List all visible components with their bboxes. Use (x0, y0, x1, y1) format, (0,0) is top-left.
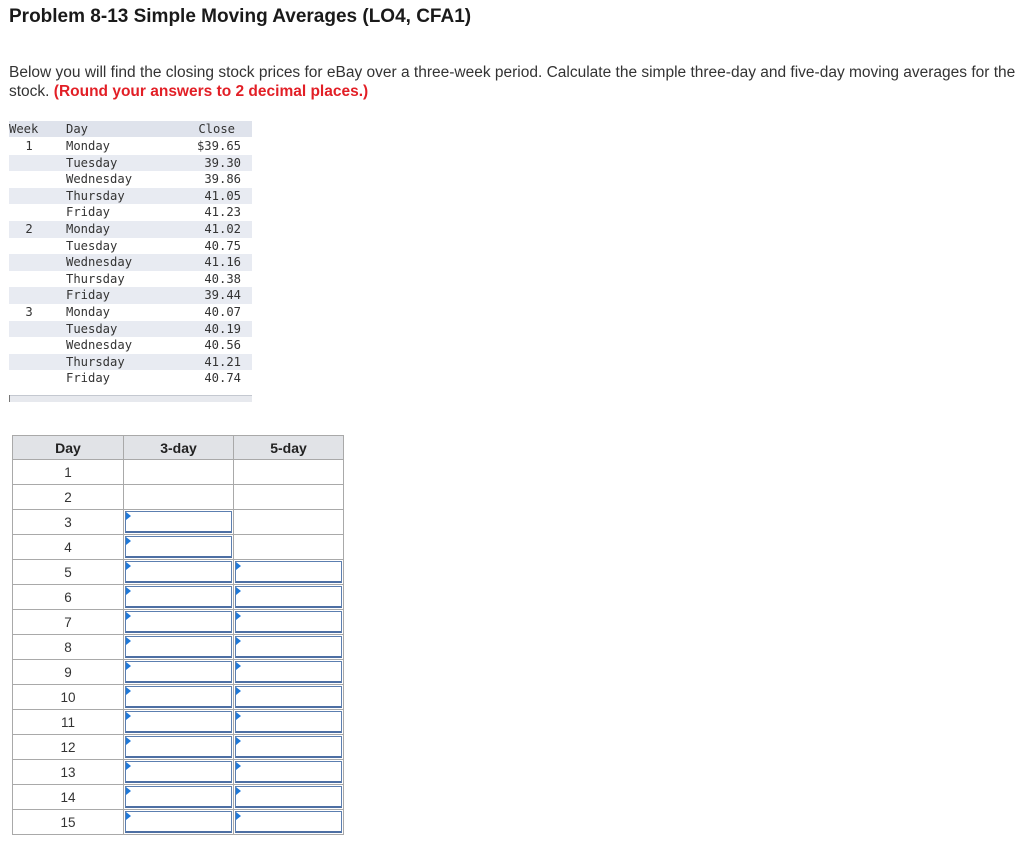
day-cell: Friday (66, 205, 111, 220)
answer-row (13, 460, 344, 485)
empty-cell (124, 460, 234, 485)
entry-marker-icon (236, 787, 241, 795)
close-cell: 39.44 (204, 288, 241, 303)
day-cell: Thursday (66, 188, 125, 203)
price-row (9, 138, 252, 155)
5-day-average-cell (234, 710, 344, 735)
price-table-scrollbar[interactable] (9, 395, 252, 402)
close-cell: 40.75 (204, 238, 241, 253)
entry-marker-icon (126, 687, 131, 695)
close-cell: 41.16 (204, 255, 241, 270)
3-day-average-cell (124, 660, 234, 685)
answer-row (13, 510, 344, 535)
answer-table-header-row (13, 436, 344, 460)
entry-marker-icon (236, 662, 241, 670)
3-day-average-cell (124, 560, 234, 585)
3-day-average-input[interactable] (125, 686, 232, 708)
3-day-average-cell (124, 610, 234, 635)
3-day-average-cell (124, 710, 234, 735)
header-3-day: 3-day (124, 436, 234, 460)
3-day-average-input[interactable] (125, 786, 232, 808)
empty-cell (234, 535, 344, 560)
page-title: Problem 8-13 Simple Moving Averages (LO4, CFA1) (9, 6, 472, 27)
price-row (9, 204, 252, 221)
entry-marker-icon (236, 562, 241, 570)
3-day-average-input[interactable] (125, 611, 232, 633)
day-cell: Tuesday (66, 238, 118, 253)
answer-row (13, 785, 344, 810)
close-cell: $39.65 (196, 139, 241, 153)
empty-cell (234, 460, 344, 485)
empty-cell (234, 510, 344, 535)
price-row (9, 354, 252, 371)
close-cell: 40.19 (204, 321, 241, 336)
entry-marker-icon (236, 737, 241, 745)
answer-row (13, 635, 344, 660)
3-day-average-input[interactable] (125, 636, 232, 658)
close-cell: 41.21 (204, 354, 241, 369)
3-day-average-input[interactable] (125, 736, 232, 758)
entry-marker-icon (126, 537, 131, 545)
3-day-average-input[interactable] (125, 586, 232, 608)
entry-marker-icon (126, 512, 131, 520)
entry-marker-icon (236, 712, 241, 720)
entry-marker-icon (236, 687, 241, 695)
entry-marker-icon (126, 712, 131, 720)
entry-marker-icon (126, 787, 131, 795)
3-day-average-input[interactable] (125, 536, 232, 558)
day-cell: Wednesday (66, 172, 133, 187)
price-table-edge (9, 395, 10, 402)
close-cell: 41.23 (204, 205, 241, 220)
3-day-average-input[interactable] (125, 511, 232, 533)
3-day-average-input[interactable] (125, 761, 232, 783)
5-day-average-cell (234, 685, 344, 710)
5-day-average-input[interactable] (235, 686, 342, 708)
price-row (9, 337, 252, 354)
day-number: 2 (13, 485, 124, 510)
answer-row (13, 660, 344, 685)
closing-prices-table (9, 121, 252, 402)
day-number: 15 (13, 810, 124, 835)
entry-marker-icon (126, 587, 131, 595)
entry-marker-icon (126, 612, 131, 620)
entry-marker-icon (126, 762, 131, 770)
price-row (9, 188, 252, 205)
day-cell: Friday (66, 288, 111, 303)
3-day-average-input[interactable] (125, 811, 232, 833)
5-day-average-cell (234, 735, 344, 760)
day-cell: Monday (66, 222, 111, 236)
day-number: 6 (13, 585, 124, 610)
5-day-average-input[interactable] (235, 811, 342, 833)
5-day-average-input[interactable] (235, 611, 342, 633)
day-cell: Friday (66, 371, 111, 386)
3-day-average-input[interactable] (125, 561, 232, 583)
5-day-average-input[interactable] (235, 711, 342, 733)
3-day-average-cell (124, 585, 234, 610)
answer-row (13, 610, 344, 635)
week-cell: 2 (25, 222, 33, 236)
close-cell: 39.30 (204, 155, 241, 170)
close-cell: 39.86 (204, 172, 241, 187)
answer-row (13, 710, 344, 735)
answer-row (13, 535, 344, 560)
3-day-average-input[interactable] (125, 711, 232, 733)
5-day-average-input[interactable] (235, 761, 342, 783)
price-row (9, 171, 252, 188)
entry-marker-icon (236, 612, 241, 620)
price-row (9, 304, 252, 321)
answer-row (13, 760, 344, 785)
price-row (9, 238, 252, 255)
5-day-average-input[interactable] (235, 586, 342, 608)
week-cell: 3 (25, 305, 33, 319)
3-day-average-cell (124, 510, 234, 535)
5-day-average-cell (234, 760, 344, 785)
close-cell: 40.74 (204, 371, 241, 386)
day-number: 3 (13, 510, 124, 535)
day-number: 9 (13, 660, 124, 685)
rounding-note: (Round your answers to 2 decimal places.) (53, 83, 369, 100)
header-day: Day (13, 436, 124, 460)
close-cell: 40.56 (204, 338, 241, 353)
day-cell: Tuesday (66, 321, 118, 336)
price-row (9, 370, 252, 387)
answer-row (13, 685, 344, 710)
day-number: 11 (13, 710, 124, 735)
instructions (9, 63, 1024, 101)
entry-marker-icon (236, 637, 241, 645)
5-day-average-input[interactable] (235, 561, 342, 583)
3-day-average-cell (124, 685, 234, 710)
3-day-average-cell (124, 785, 234, 810)
close-cell: 40.07 (204, 305, 241, 319)
5-day-average-input[interactable] (235, 661, 342, 683)
3-day-average-cell (124, 810, 234, 835)
5-day-average-input[interactable] (235, 736, 342, 758)
day-cell: Wednesday (66, 338, 133, 353)
entry-marker-icon (126, 637, 131, 645)
day-cell: Monday (66, 305, 111, 319)
day-number: 13 (13, 760, 124, 785)
3-day-average-cell (124, 735, 234, 760)
week-cell: 1 (25, 139, 33, 153)
answer-row (13, 735, 344, 760)
header-day: Day (66, 122, 89, 136)
price-row (9, 254, 252, 271)
close-cell: 41.02 (204, 222, 241, 236)
entry-marker-icon (126, 737, 131, 745)
day-cell: Monday (66, 139, 111, 153)
5-day-average-cell (234, 585, 344, 610)
header-close: Close (198, 122, 235, 136)
5-day-average-cell (234, 785, 344, 810)
day-cell: Thursday (66, 354, 125, 369)
entry-marker-icon (126, 662, 131, 670)
entry-marker-icon (236, 587, 241, 595)
header-5-day: 5-day (234, 436, 344, 460)
instructions-text: Below you will find the closing stock prices for eBay over a three-week period. Calculate the simple three-day and five-day moving averages for the stock. (9, 64, 1016, 100)
day-cell: Tuesday (66, 155, 118, 170)
price-row (9, 155, 252, 172)
day-number: 7 (13, 610, 124, 635)
day-number: 1 (13, 460, 124, 485)
price-row (9, 287, 252, 304)
entry-marker-icon (126, 812, 131, 820)
day-number: 4 (13, 535, 124, 560)
day-number: 12 (13, 735, 124, 760)
day-number: 8 (13, 635, 124, 660)
answer-row (13, 585, 344, 610)
5-day-average-cell (234, 635, 344, 660)
entry-marker-icon (236, 762, 241, 770)
3-day-average-cell (124, 535, 234, 560)
entry-marker-icon (126, 562, 131, 570)
close-cell: 40.38 (204, 271, 241, 286)
5-day-average-input[interactable] (235, 786, 342, 808)
5-day-average-cell (234, 560, 344, 585)
day-number: 14 (13, 785, 124, 810)
price-table-header (9, 121, 252, 138)
answer-row (13, 810, 344, 835)
day-cell: Wednesday (66, 255, 133, 270)
price-row (9, 271, 252, 288)
empty-cell (124, 485, 234, 510)
empty-cell (234, 485, 344, 510)
header-week: Week (9, 122, 39, 136)
3-day-average-input[interactable] (125, 661, 232, 683)
moving-average-answer-table (12, 435, 344, 835)
answer-row (13, 560, 344, 585)
3-day-average-cell (124, 635, 234, 660)
5-day-average-cell (234, 660, 344, 685)
5-day-average-input[interactable] (235, 636, 342, 658)
answer-row (13, 485, 344, 510)
entry-marker-icon (236, 812, 241, 820)
3-day-average-cell (124, 760, 234, 785)
5-day-average-cell (234, 810, 344, 835)
day-number: 10 (13, 685, 124, 710)
price-row (9, 221, 252, 238)
price-row (9, 321, 252, 338)
close-cell: 41.05 (204, 188, 241, 203)
5-day-average-cell (234, 610, 344, 635)
day-number: 5 (13, 560, 124, 585)
day-cell: Thursday (66, 271, 125, 286)
